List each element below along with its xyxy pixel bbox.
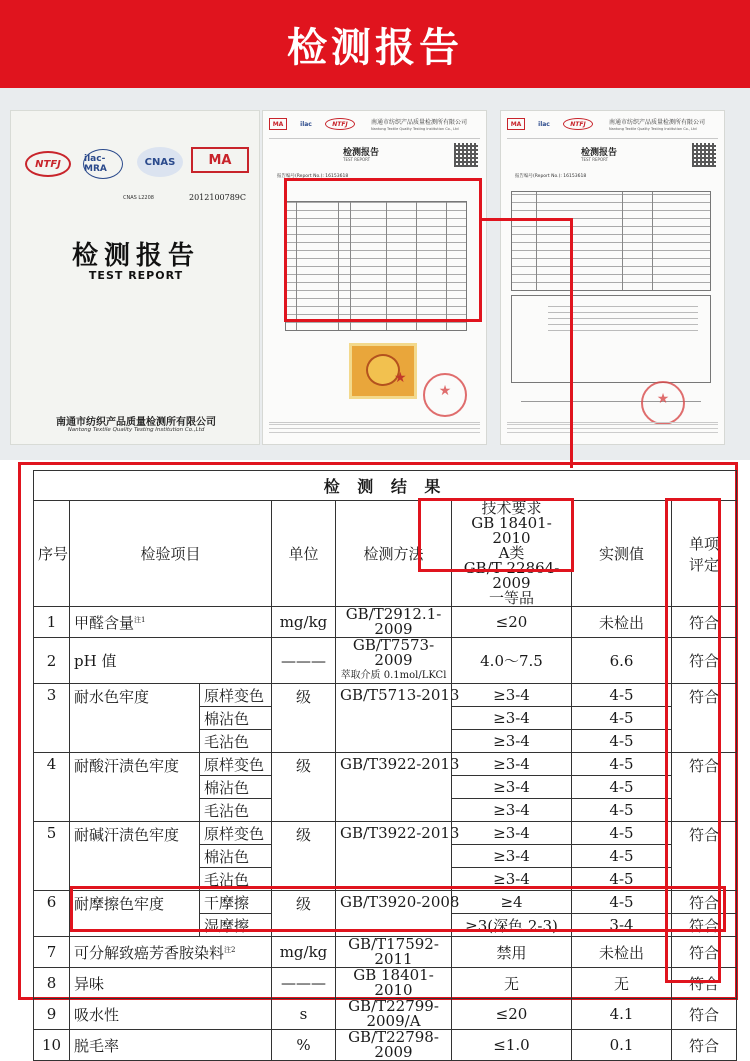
row-subitem: 毛沾色	[200, 799, 272, 822]
highlight-box-report-table	[284, 178, 482, 322]
item-footnote: 注1	[134, 615, 146, 624]
item-name: pH 值	[74, 652, 117, 670]
row-requirement: ≥3-4	[452, 868, 572, 891]
row-item: 耐摩擦色牢度	[70, 891, 200, 937]
row-seq: 2	[34, 638, 70, 684]
row-requirement: 4.0～7.5	[452, 638, 572, 684]
row-method: GB/T3922-2013	[336, 822, 452, 891]
row-item	[70, 968, 272, 999]
row-seq: 7	[34, 937, 70, 968]
header-method: 检测方法	[336, 501, 452, 607]
row-subitem: 棉沾色	[200, 707, 272, 730]
row-subitem: 湿摩擦	[200, 914, 272, 937]
row-item	[70, 1030, 272, 1061]
row-method: GB/T3922-2013	[336, 753, 452, 822]
row-measured: 6.6	[572, 638, 672, 684]
row-method	[336, 607, 452, 638]
row-method: GB/T3920-2008	[336, 891, 452, 937]
row-verdict: 符合	[672, 891, 737, 914]
ma-logo: MA	[269, 118, 287, 130]
row-requirement: ≥3-4	[452, 799, 572, 822]
header-seq: 序号	[34, 501, 70, 607]
method-standard: GB/T17592-2011	[348, 935, 439, 968]
table-row	[34, 999, 737, 1030]
qr-code-icon	[454, 143, 478, 167]
row-requirement: ≥3(深色 2-3)	[452, 914, 572, 937]
row-method: GB/T5713-2013	[336, 684, 452, 753]
row-measured: 0.1	[572, 1030, 672, 1061]
row-subitem: 毛沾色	[200, 730, 272, 753]
highlight-requirement-header	[418, 498, 574, 572]
connector-line	[482, 218, 572, 221]
cover-title: 检测报告	[71, 241, 200, 271]
page-footer	[507, 422, 718, 436]
row-measured: 4-5	[572, 684, 672, 707]
row-subitem: 干摩擦	[200, 891, 272, 914]
row-item	[70, 999, 272, 1030]
method-standard: GB/T2912.1-2009	[345, 605, 442, 638]
ilac-logo: ilac	[300, 120, 312, 128]
row-seq: 10	[34, 1030, 70, 1061]
header-verdict: 单项 评定	[672, 501, 737, 607]
row-verdict: 符合	[672, 822, 737, 891]
item-name: 异味	[74, 974, 105, 993]
row-item: 耐酸汗渍色牢度	[70, 753, 200, 822]
report-number: 报告编号(Report No.): 16153618	[515, 174, 587, 179]
row-requirement: ≥3-4	[452, 730, 572, 753]
page-institution: 南通市纺织产品质量检测所有限公司	[371, 119, 468, 126]
row-requirement: ≥3-4	[452, 845, 572, 868]
method-standard: GB/T22798-2009	[348, 1028, 439, 1061]
row-requirement: 无	[452, 968, 572, 999]
page-report-title-en: TEST REPORT	[343, 157, 371, 162]
table-row	[34, 753, 737, 776]
cover-institution-en: Nantong Textile Quality Testing Institution Co.,Ltd	[67, 427, 205, 433]
results-title: 检 测 结 果	[34, 471, 737, 501]
mini-info-table	[511, 191, 711, 291]
page-header	[507, 115, 718, 139]
row-measured: 4-5	[572, 776, 672, 799]
row-verdict: 符合	[672, 607, 737, 638]
method-standard: GB 18401-2010	[353, 966, 434, 999]
row-seq: 1	[34, 607, 70, 638]
row-requirement: 禁用	[452, 937, 572, 968]
ilac-mra-logo: ilac-MRA	[83, 149, 123, 179]
mini-conclusion-box	[511, 295, 711, 383]
ilac-logo: ilac	[538, 120, 550, 128]
row-requirement: ≤20	[452, 999, 572, 1030]
header-measured: 实测值	[572, 501, 672, 607]
row-subitem: 毛沾色	[200, 868, 272, 891]
report-number: 报告编号(Report No.): 16153618	[277, 174, 349, 179]
row-measured: 4-5	[572, 707, 672, 730]
item-name: 吸水性	[74, 1005, 120, 1024]
row-seq: 5	[34, 822, 70, 891]
table-row	[34, 684, 737, 707]
method-note: 萃取介质 0.1mol/LKCl	[340, 670, 447, 681]
page-institution-en: Nantong Textile Quality Testing Institution Co., Ltd	[609, 127, 697, 131]
row-subitem: 原样变色	[200, 753, 272, 776]
page-report-title-en: TEST REPORT	[581, 157, 609, 162]
row-subitem: 棉沾色	[200, 845, 272, 868]
page-institution: 南通市纺织产品质量检测所有限公司	[609, 119, 706, 126]
row-item	[70, 937, 272, 968]
row-requirement: ≥3-4	[452, 753, 572, 776]
row-unit: 级	[272, 891, 336, 937]
row-seq: 6	[34, 891, 70, 937]
page-institution-en: Nantong Textile Quality Testing Institution Co., Ltd	[371, 127, 459, 131]
ntfj-logo: NTFJ	[563, 118, 593, 130]
cover-title-en: TEST REPORT	[88, 269, 184, 282]
row-method	[336, 638, 452, 684]
row-requirement: ≥3-4	[452, 707, 572, 730]
report-page-3	[500, 110, 725, 445]
row-seq: 8	[34, 968, 70, 999]
cnas-code: CNAS L2208	[123, 195, 154, 201]
row-requirement: ≥3-4	[452, 822, 572, 845]
row-unit: ———	[272, 638, 336, 684]
page-report-title: 检测报告	[581, 148, 618, 158]
header-banner	[0, 0, 750, 88]
row-verdict: 符合	[672, 684, 737, 753]
row-requirement: ≥3-4	[452, 776, 572, 799]
row-subitem: 棉沾色	[200, 776, 272, 799]
row-requirement: ≥3-4	[452, 684, 572, 707]
row-subitem: 原样变色	[200, 684, 272, 707]
row-measured: 4-5	[572, 730, 672, 753]
row-unit: mg/kg	[272, 607, 336, 638]
row-seq: 3	[34, 684, 70, 753]
row-unit: ———	[272, 968, 336, 999]
row-method	[336, 999, 452, 1030]
row-verdict: 符合	[672, 1030, 737, 1061]
row-verdict: 符合	[672, 937, 737, 968]
report-cover-page	[10, 110, 260, 445]
row-method	[336, 1030, 452, 1061]
row-item: 耐水色牢度	[70, 684, 200, 753]
row-requirement: ≥4	[452, 891, 572, 914]
page-report-title: 检测报告	[343, 148, 380, 158]
row-unit: 级	[272, 684, 336, 753]
product-photo	[349, 343, 417, 399]
row-method	[336, 968, 452, 999]
row-unit: s	[272, 999, 336, 1030]
ma-logo: MA	[507, 118, 525, 130]
row-subitem: 原样变色	[200, 822, 272, 845]
connector-line	[570, 218, 573, 468]
method-standard: GB/T22799-2009/A	[348, 997, 439, 1030]
ntfj-logo: NTFJ	[25, 151, 71, 177]
table-row	[34, 607, 737, 638]
header-requirement: 技术要求 GB 18401-2010 A类 GB/T 22864-2009 一等品	[452, 501, 572, 607]
row-unit: mg/kg	[272, 937, 336, 968]
ma-code: 2012100789C	[189, 193, 247, 202]
row-verdict: 符合	[672, 999, 737, 1030]
row-unit: 级	[272, 822, 336, 891]
row-item	[70, 607, 272, 638]
cover-institution: 南通市纺织产品质量检测所有限公司	[56, 417, 216, 428]
red-seal-stamp	[423, 373, 467, 417]
row-verdict: 符合	[672, 753, 737, 822]
header-unit: 单位	[272, 501, 336, 607]
row-measured: 未检出	[572, 937, 672, 968]
report-photos	[0, 88, 750, 460]
row-unit: %	[272, 1030, 336, 1061]
highlight-row-aromatic-amine	[70, 886, 726, 932]
table-row	[34, 822, 737, 845]
ntfj-logo: NTFJ	[325, 118, 355, 130]
item-name: 脱毛率	[74, 1036, 120, 1055]
row-measured: 3-4	[572, 914, 672, 937]
row-measured: 4-5	[572, 845, 672, 868]
row-item	[70, 638, 272, 684]
ma-logo: MA	[191, 147, 249, 173]
row-measured: 4-5	[572, 868, 672, 891]
row-verdict: 符合	[672, 638, 737, 684]
row-verdict: 符合	[672, 968, 737, 999]
row-method	[336, 937, 452, 968]
item-name: 甲醛含量	[74, 613, 135, 632]
table-row	[34, 638, 737, 684]
row-unit: 级	[272, 753, 336, 822]
item-footnote: 注2	[224, 945, 236, 954]
row-measured: 无	[572, 968, 672, 999]
table-row	[34, 1030, 737, 1061]
qr-code-icon	[692, 143, 716, 167]
cover-logos	[25, 147, 249, 187]
item-name: 可分解致癌芳香胺染料	[74, 943, 225, 962]
page-header	[269, 115, 480, 139]
banner-title: 检测报告	[287, 24, 463, 71]
header-item: 检验项目	[70, 501, 272, 607]
row-measured: 4-5	[572, 799, 672, 822]
row-measured: 未检出	[572, 607, 672, 638]
row-requirement: ≤20	[452, 607, 572, 638]
row-seq: 4	[34, 753, 70, 822]
row-requirement: ≤1.0	[452, 1030, 572, 1061]
table-row	[34, 968, 737, 999]
method-standard: GB/T7573-2009	[352, 636, 435, 669]
page-footer	[269, 422, 480, 436]
row-seq: 9	[34, 999, 70, 1030]
row-measured: 4-5	[572, 891, 672, 914]
row-item: 耐碱汗渍色牢度	[70, 822, 200, 891]
row-measured: 4-5	[572, 753, 672, 776]
row-measured: 4-5	[572, 822, 672, 845]
row-verdict: 符合	[672, 914, 737, 937]
cnas-logo: CNAS	[137, 147, 183, 177]
table-row	[34, 937, 737, 968]
red-seal-stamp	[641, 381, 685, 425]
row-measured: 4.1	[572, 999, 672, 1030]
